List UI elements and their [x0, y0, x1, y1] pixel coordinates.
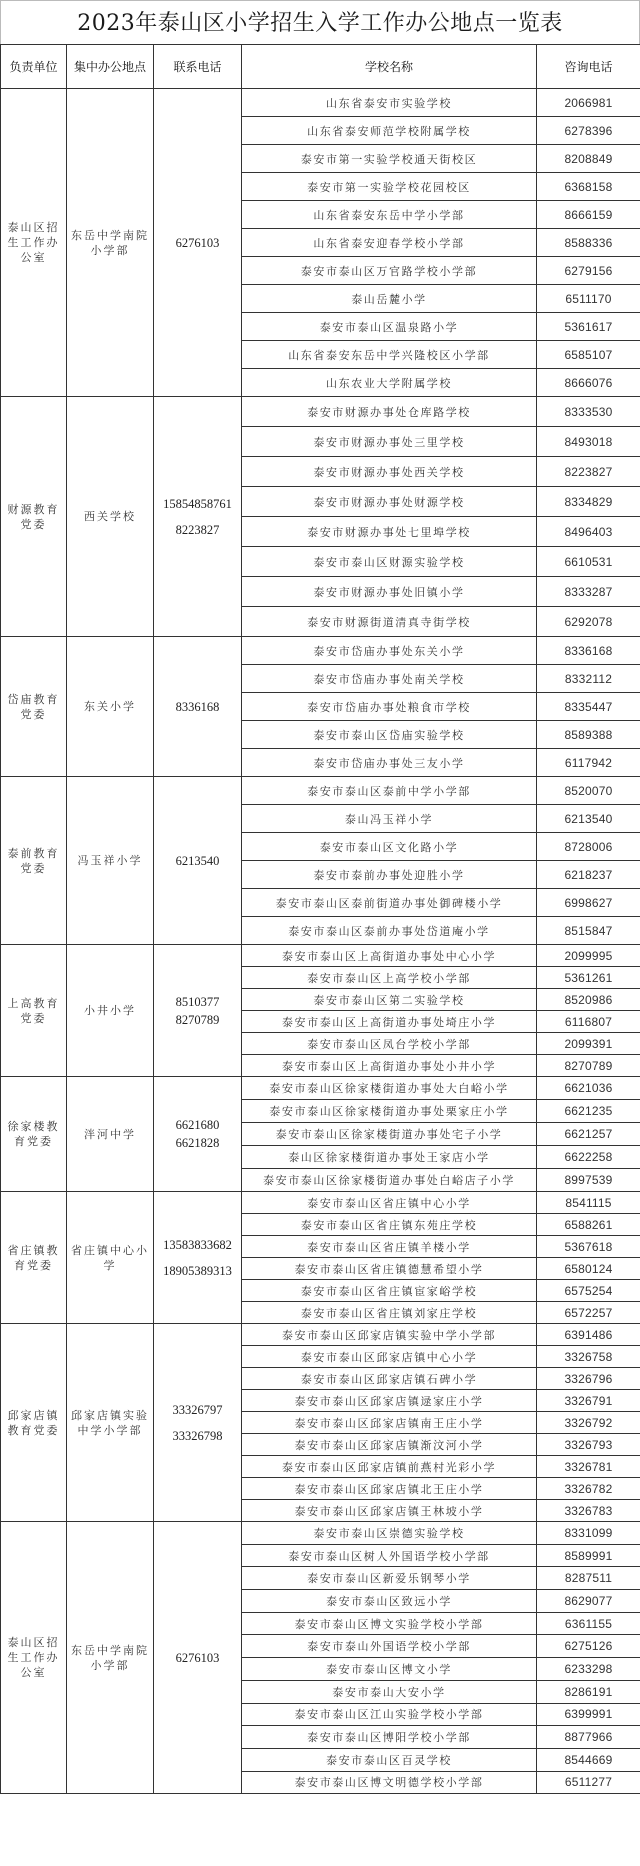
inquiry-phone: 6585107 — [537, 341, 640, 369]
school-name: 泰安市泰山区邱家店镇石碑小学 — [242, 1368, 537, 1390]
responsible-unit: 财源教育党委 — [1, 397, 67, 637]
school-name: 山东农业大学附属学校 — [242, 369, 537, 397]
school-name: 泰安市岱庙办事处粮食市学校 — [242, 693, 537, 721]
school-name: 泰安市泰山区博文实验学校小学部 — [242, 1612, 537, 1635]
contact-phone: 6213540 — [175, 853, 220, 868]
contact-phone: 6276103 — [175, 235, 220, 250]
school-name: 泰安市泰山区财源实验学校 — [242, 547, 537, 577]
inquiry-phone: 3326782 — [537, 1478, 640, 1500]
inquiry-phone: 6391486 — [537, 1324, 640, 1346]
office-location: 邱家店镇实验中学小学部 — [67, 1324, 154, 1522]
inquiry-phone: 8728006 — [537, 833, 640, 861]
school-name: 泰安市岱庙办事处南关学校 — [242, 665, 537, 693]
office-location: 东关小学 — [67, 637, 154, 777]
school-name: 泰安市泰山区岱庙实验学校 — [242, 721, 537, 749]
inquiry-phone: 6580124 — [537, 1258, 640, 1280]
inquiry-phone: 6116807 — [537, 1011, 640, 1033]
school-name: 泰安市泰山区致远小学 — [242, 1590, 537, 1613]
inquiry-phone: 8334829 — [537, 487, 640, 517]
school-name: 山东省泰安迎春学校小学部 — [242, 229, 537, 257]
inquiry-phone: 6998627 — [537, 889, 640, 917]
school-name: 泰安市泰山区省庄镇中心小学 — [242, 1192, 537, 1214]
contact-phone: 8336168 — [175, 699, 220, 714]
inquiry-phone: 8877966 — [537, 1726, 640, 1749]
school-name: 泰安市泰山区上高街道办事处小井小学 — [242, 1055, 537, 1077]
school-name: 泰安市泰山区博阳学校小学部 — [242, 1726, 537, 1749]
inquiry-phone: 6588261 — [537, 1214, 640, 1236]
office-location: 省庄镇中心小学 — [67, 1192, 154, 1324]
inquiry-phone: 6218237 — [537, 861, 640, 889]
inquiry-phone: 2066981 — [537, 89, 640, 117]
inquiry-phone: 6278396 — [537, 117, 640, 145]
school-name: 泰安市泰山大安小学 — [242, 1680, 537, 1703]
header-office: 集中办公地点 — [67, 45, 154, 89]
inquiry-phone: 5361261 — [537, 967, 640, 989]
inquiry-phone: 6399991 — [537, 1703, 640, 1726]
inquiry-phone: 3326758 — [537, 1346, 640, 1368]
school-name: 泰安市泰山区上高学校小学部 — [242, 967, 537, 989]
school-name: 泰安市泰山区第二实验学校 — [242, 989, 537, 1011]
school-name: 泰安市财源办事处三里学校 — [242, 427, 537, 457]
inquiry-phone: 8223827 — [537, 457, 640, 487]
school-name: 泰安市泰山区邱家店镇逯家庄小学 — [242, 1390, 537, 1412]
header-phone: 咨询电话 — [537, 45, 640, 89]
responsible-unit: 岱庙教育党委 — [1, 637, 67, 777]
school-name: 泰安市财源办事处西关学校 — [242, 457, 537, 487]
inquiry-phone: 3326793 — [537, 1434, 640, 1456]
inquiry-phone: 8589388 — [537, 721, 640, 749]
inquiry-phone: 8997539 — [537, 1169, 640, 1192]
inquiry-phone: 6511170 — [537, 285, 640, 313]
inquiry-phone: 6575254 — [537, 1280, 640, 1302]
inquiry-phone: 3326796 — [537, 1368, 640, 1390]
school-name: 泰安市泰山区徐家楼街道办事处大白峪小学 — [242, 1077, 537, 1100]
office-location: 泮河中学 — [67, 1077, 154, 1192]
responsible-unit: 上高教育党委 — [1, 945, 67, 1077]
responsible-unit: 徐家楼教育党委 — [1, 1077, 67, 1192]
school-name: 泰安市第一实验学校花园校区 — [242, 173, 537, 201]
inquiry-phone: 2099391 — [537, 1033, 640, 1055]
inquiry-phone: 8493018 — [537, 427, 640, 457]
inquiry-phone: 8336168 — [537, 637, 640, 665]
header-unit: 负责单位 — [1, 45, 67, 89]
school-name: 泰安市泰山区泰前街道办事处御碑楼小学 — [242, 889, 537, 917]
table-row — [1, 1077, 640, 1100]
contact-phone-cell — [154, 945, 242, 1077]
school-name: 泰安市泰山区文化路小学 — [242, 833, 537, 861]
school-name: 泰安市财源办事处旧镇小学 — [242, 577, 537, 607]
table-row — [1, 1192, 640, 1214]
table-row — [1, 89, 640, 117]
contact-phone: 33326797 — [172, 1402, 223, 1417]
inquiry-phone: 6117942 — [537, 749, 640, 777]
school-name: 泰安市泰山区树人外国语学校小学部 — [242, 1544, 537, 1567]
inquiry-phone: 8520070 — [537, 777, 640, 805]
contact-phone: 18905389313 — [163, 1263, 232, 1278]
school-name: 泰安市财源办事处财源学校 — [242, 487, 537, 517]
inquiry-phone: 5367618 — [537, 1236, 640, 1258]
office-location: 东岳中学南院小学部 — [67, 89, 154, 397]
inquiry-phone: 8541115 — [537, 1192, 640, 1214]
school-name: 泰安市泰山区邱家店镇王林坡小学 — [242, 1500, 537, 1522]
inquiry-phone: 6622258 — [537, 1146, 640, 1169]
inquiry-phone: 5361617 — [537, 313, 640, 341]
table-body — [1, 89, 640, 1794]
contact-phone: 8223827 — [175, 522, 220, 537]
contact-phone-cell — [154, 777, 242, 945]
contact-phone-cell — [154, 89, 242, 397]
contact-phone: 15854858761 — [163, 496, 232, 511]
school-name: 泰安市泰山区省庄镇羊楼小学 — [242, 1236, 537, 1258]
responsible-unit: 邱家店镇教育党委 — [1, 1324, 67, 1522]
office-location: 西关学校 — [67, 397, 154, 637]
inquiry-phone: 6361155 — [537, 1612, 640, 1635]
school-name: 泰安市泰山区徐家楼街道办事处宅子小学 — [242, 1123, 537, 1146]
contact-phone: 13583833682 — [163, 1237, 232, 1252]
inquiry-phone: 8496403 — [537, 517, 640, 547]
inquiry-phone: 3326783 — [537, 1500, 640, 1522]
school-name: 泰安市泰山区省庄镇刘家庄学校 — [242, 1302, 537, 1324]
school-name: 山东省泰安东岳中学小学部 — [242, 201, 537, 229]
contact-phone: 6621828 — [175, 1136, 220, 1150]
inquiry-phone: 8333287 — [537, 577, 640, 607]
inquiry-phone: 6368158 — [537, 173, 640, 201]
table-row — [1, 397, 640, 427]
responsible-unit: 泰山区招生工作办公室 — [1, 89, 67, 397]
contact-phone-cell — [154, 637, 242, 777]
inquiry-phone: 6621257 — [537, 1123, 640, 1146]
responsible-unit: 省庄镇教育党委 — [1, 1192, 67, 1324]
contact-phone-cell — [154, 1192, 242, 1324]
contact-phone: 8270789 — [175, 1012, 220, 1027]
contact-phone-cell — [154, 1324, 242, 1522]
inquiry-phone: 8588336 — [537, 229, 640, 257]
school-name: 泰安市泰山区江山实验学校小学部 — [242, 1703, 537, 1726]
header-school: 学校名称 — [242, 45, 537, 89]
table-row — [1, 945, 640, 967]
table-row — [1, 1324, 640, 1346]
inquiry-phone: 6279156 — [537, 257, 640, 285]
inquiry-phone: 6511277 — [537, 1771, 640, 1794]
inquiry-phone: 8332112 — [537, 665, 640, 693]
school-name: 泰安市财源办事处仓库路学校 — [242, 397, 537, 427]
responsible-unit: 泰前教育党委 — [1, 777, 67, 945]
school-name: 泰安市泰山区上高街道办事处埼庄小学 — [242, 1011, 537, 1033]
school-name: 泰安市泰山区邱家店镇前燕村光彩小学 — [242, 1456, 537, 1478]
school-name: 泰安市泰山区省庄镇东苑庄学校 — [242, 1214, 537, 1236]
inquiry-phone: 8270789 — [537, 1055, 640, 1077]
school-name: 泰安市泰山区博文明德学校小学部 — [242, 1771, 537, 1794]
school-name: 泰安市泰山区邱家店镇北王庄小学 — [242, 1478, 537, 1500]
inquiry-phone: 6610531 — [537, 547, 640, 577]
school-name: 泰安市泰山区徐家楼街道办事处白峪店子小学 — [242, 1169, 537, 1192]
school-name: 泰安市泰山区省庄镇宦家峪学校 — [242, 1280, 537, 1302]
contact-phone: 8510377 — [175, 994, 220, 1009]
office-location: 小井小学 — [67, 945, 154, 1077]
contact-phone-cell — [154, 1522, 242, 1794]
school-name: 泰山区徐家楼街道办事处王家店小学 — [242, 1146, 537, 1169]
school-name: 泰安市泰山区博文小学 — [242, 1658, 537, 1681]
inquiry-phone: 8544669 — [537, 1748, 640, 1771]
inquiry-phone: 3326791 — [537, 1390, 640, 1412]
table-row — [1, 637, 640, 665]
school-name: 泰安市泰山区邱家店镇中心小学 — [242, 1346, 537, 1368]
page-title: 2023年泰山区小学招生入学工作办公地点一览表 — [0, 0, 640, 44]
school-name: 泰安市泰山区徐家楼街道办事处栗家庄小学 — [242, 1100, 537, 1123]
inquiry-phone: 6213540 — [537, 805, 640, 833]
inquiry-phone: 8515847 — [537, 917, 640, 945]
school-name: 泰安市泰山区百灵学校 — [242, 1748, 537, 1771]
contact-phone: 6621680 — [175, 1118, 220, 1132]
school-name: 泰山岳麓小学 — [242, 285, 537, 313]
school-name: 泰安市岱庙办事处东关小学 — [242, 637, 537, 665]
school-name: 泰安市财源办事处七里埠学校 — [242, 517, 537, 547]
header-row — [1, 45, 640, 89]
office-location: 冯玉祥小学 — [67, 777, 154, 945]
school-name: 泰山冯玉祥小学 — [242, 805, 537, 833]
inquiry-phone: 8331099 — [537, 1522, 640, 1545]
inquiry-phone: 6572257 — [537, 1302, 640, 1324]
school-name: 泰安市泰山外国语学校小学部 — [242, 1635, 537, 1658]
school-name: 山东省泰安师范学校附属学校 — [242, 117, 537, 145]
school-name: 泰安市泰山区邱家店镇实验中学小学部 — [242, 1324, 537, 1346]
school-name: 泰安市泰山区凤台学校小学部 — [242, 1033, 537, 1055]
inquiry-phone: 3326792 — [537, 1412, 640, 1434]
school-name: 泰安市泰山区万官路学校小学部 — [242, 257, 537, 285]
school-name: 山东省泰安东岳中学兴隆校区小学部 — [242, 341, 537, 369]
inquiry-phone: 8666159 — [537, 201, 640, 229]
table-row — [1, 777, 640, 805]
school-name: 泰安市泰前办事处迎胜小学 — [242, 861, 537, 889]
school-name: 泰安市泰山区温泉路小学 — [242, 313, 537, 341]
school-name: 泰安市泰山区省庄镇德慧希望小学 — [242, 1258, 537, 1280]
inquiry-phone: 8287511 — [537, 1567, 640, 1590]
school-name: 泰安市泰山区上高街道办事处中心小学 — [242, 945, 537, 967]
inquiry-phone: 6621235 — [537, 1100, 640, 1123]
school-name: 泰安市财源街道清真寺街学校 — [242, 607, 537, 637]
contact-phone: 33326798 — [172, 1428, 223, 1443]
inquiry-phone: 8629077 — [537, 1590, 640, 1613]
school-name: 泰安市泰山区邱家店镇南王庄小学 — [242, 1412, 537, 1434]
inquiry-phone: 6292078 — [537, 607, 640, 637]
school-name: 泰安市泰山区泰前办事处岱道庵小学 — [242, 917, 537, 945]
contact-phone-cell — [154, 1077, 242, 1192]
school-name: 山东省泰安市实验学校 — [242, 89, 537, 117]
office-location: 东岳中学南院小学部 — [67, 1522, 154, 1794]
inquiry-phone: 8666076 — [537, 369, 640, 397]
inquiry-phone: 2099995 — [537, 945, 640, 967]
school-name: 泰安市泰山区泰前中学小学部 — [242, 777, 537, 805]
inquiry-phone: 8520986 — [537, 989, 640, 1011]
enrollment-office-table — [0, 44, 640, 1794]
school-name: 泰安市泰山区邱家店镇渐汶河小学 — [242, 1434, 537, 1456]
table-row — [1, 1522, 640, 1545]
inquiry-phone: 6621036 — [537, 1077, 640, 1100]
inquiry-phone: 8286191 — [537, 1680, 640, 1703]
inquiry-phone: 6275126 — [537, 1635, 640, 1658]
school-name: 泰安市泰山区新爱乐钢琴小学 — [242, 1567, 537, 1590]
contact-phone-cell — [154, 397, 242, 637]
header-contact: 联系电话 — [154, 45, 242, 89]
inquiry-phone: 8335447 — [537, 693, 640, 721]
responsible-unit: 泰山区招生工作办公室 — [1, 1522, 67, 1794]
school-name: 泰安市第一实验学校通天街校区 — [242, 145, 537, 173]
inquiry-phone: 8589991 — [537, 1544, 640, 1567]
school-name: 泰安市泰山区崇德实验学校 — [242, 1522, 537, 1545]
inquiry-phone: 6233298 — [537, 1658, 640, 1681]
inquiry-phone: 8208849 — [537, 145, 640, 173]
inquiry-phone: 3326781 — [537, 1456, 640, 1478]
school-name: 泰安市岱庙办事处三友小学 — [242, 749, 537, 777]
contact-phone: 6276103 — [175, 1650, 220, 1665]
inquiry-phone: 8333530 — [537, 397, 640, 427]
